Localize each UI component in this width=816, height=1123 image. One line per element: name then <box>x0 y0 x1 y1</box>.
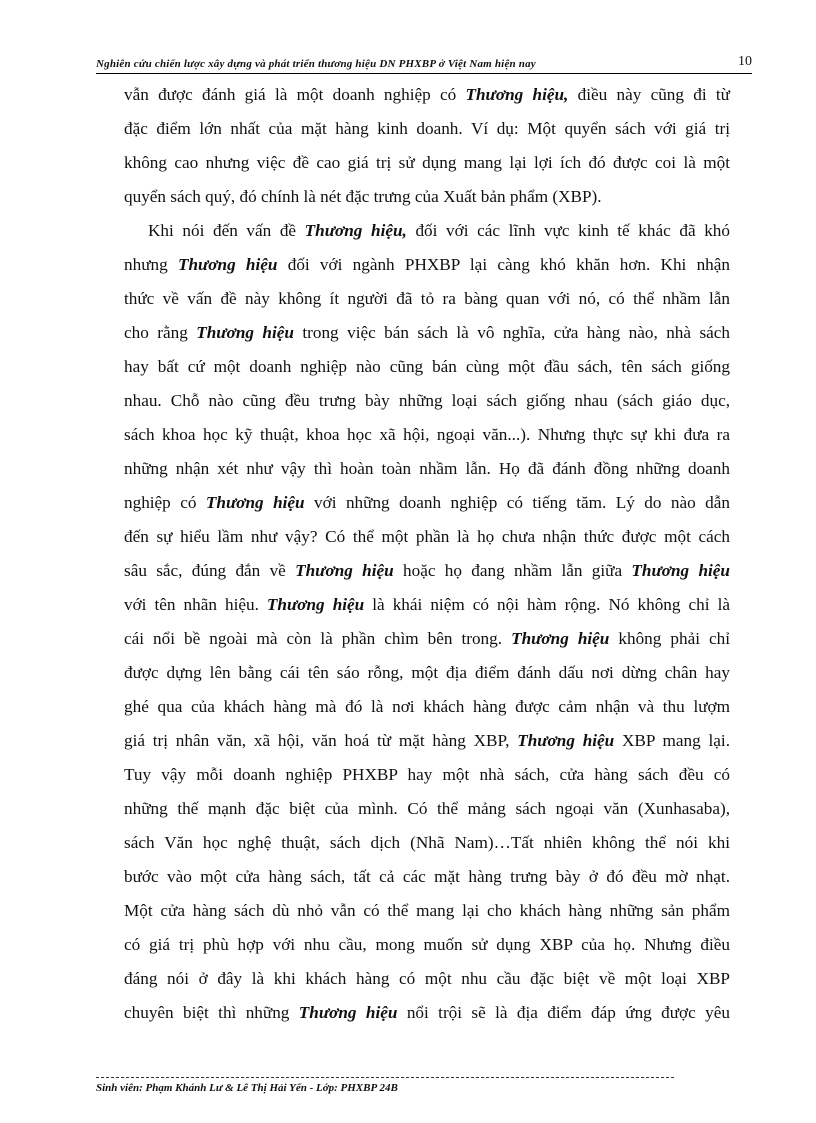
emphasis-term: Thương hiệu <box>177 255 278 274</box>
text-run: những thế mạnh đặc biệt của mình. Có thể mảng sách ngoại văn (Xunhasaba), <box>124 799 730 818</box>
text-line <box>124 282 730 316</box>
header-title: Nghiên cứu chiến lược xây dựng và phát triển thương hiệu DN PHXBP ở Việt Nam hiện nay <box>96 58 536 70</box>
text-run: được dựng lên bằng cái tên sáo rỗng, một địa điểm đánh dấu nơi dừng chân hay <box>124 663 730 682</box>
text-run: là khái niệm có nội hàm rộng. Nó không chỉ là <box>364 595 730 614</box>
text-line <box>124 622 730 656</box>
text-run: đáng nói ở đây là khi khách hàng có một nhu cầu đặc biệt về một loại XBP <box>124 969 730 988</box>
text-line <box>124 758 730 792</box>
emphasis-term: Thương hiệu <box>511 629 610 648</box>
text-line <box>124 180 730 214</box>
text-line <box>124 350 730 384</box>
text-run: giá trị nhân văn, xã hội, văn hoá từ mặt hàng XBP, <box>124 731 518 750</box>
text-line <box>124 860 730 894</box>
text-run: ghé qua của khách hàng mà đó là nơi khách hàng được cảm nhận và thu lượm <box>124 697 730 716</box>
text-line <box>124 690 730 724</box>
text-run: hay bất cứ một doanh nghiệp nào cũng bán cùng một đầu sách, tên sách giống <box>124 357 730 376</box>
text-run: hoặc họ đang nhầm lẫn giữa <box>393 561 632 580</box>
text-line <box>124 520 730 554</box>
body-text <box>124 78 730 1030</box>
header-rule <box>96 73 752 74</box>
text-run: bước vào một cửa hàng sách, tất cả các mặt hàng trưng bày ở đó đều mờ nhạt. <box>124 867 730 886</box>
emphasis-term: Thương hiệu <box>517 731 615 750</box>
emphasis-term: Thương hiệu <box>298 1003 398 1022</box>
footer-text: Sinh viên: Phạm Khánh Lư & Lê Thị Hải Yến - Lớp: PHXBP 24B <box>96 1082 398 1094</box>
text-line <box>124 146 730 180</box>
text-line <box>124 78 730 112</box>
text-run: sách khoa học kỹ thuật, khoa học xã hội, ngoại văn...). Nhưng thực sự khi đưa ra <box>124 425 730 444</box>
text-line <box>124 316 730 350</box>
text-run: Một cửa hàng sách dù nhỏ vẫn có thể mang lại cho khách hàng những sản phẩm <box>124 901 730 920</box>
text-line <box>124 418 730 452</box>
text-run: Khi nói đến vấn đề <box>148 221 305 240</box>
text-run: sâu sắc, đúng đắn về <box>124 561 296 580</box>
text-line <box>124 214 730 248</box>
text-run: cái nổi bề ngoài mà còn là phần chìm bên trong. <box>124 629 512 648</box>
text-run: nghiệp có <box>124 493 206 512</box>
text-run: đối với các lĩnh vực kinh tế khác đã khó <box>406 221 730 240</box>
text-run: đặc điểm lớn nhất của mặt hàng kinh doanh. Ví dụ: Một quyển sách với giá trị <box>124 119 730 138</box>
text-run: không cao nhưng việc đề cao giá trị sử dụng mang lại lợi ích đó được coi là một <box>124 153 730 172</box>
text-run: nhưng <box>124 255 178 274</box>
text-run: những nhận xét như vậy thì hoàn toàn nhầm lẫn. Họ đã đánh đồng những doanh <box>124 459 730 478</box>
text-run: cho rằng <box>124 323 197 342</box>
text-run: đến sự hiểu lầm như vậy? Có thể một phần là họ chưa nhận thức được một cách <box>124 527 730 546</box>
text-line <box>124 894 730 928</box>
text-line <box>124 486 730 520</box>
text-run: trong việc bán sách là vô nghĩa, cửa hàng nào, nhà sách <box>293 323 730 342</box>
emphasis-term: Thương hiệu <box>266 595 365 614</box>
text-run: với những doanh nghiệp có tiếng tăm. Lý do nào dẫn <box>304 493 730 512</box>
text-run: vẫn được đánh giá là một doanh nghiệp có <box>124 85 466 104</box>
emphasis-term: Thương hiệu <box>196 323 294 342</box>
text-line <box>124 792 730 826</box>
text-line <box>124 826 730 860</box>
text-line <box>124 588 730 622</box>
text-run: quyển sách quý, đó chính là nét đặc trưng của Xuất bản phẩm (XBP). <box>124 187 602 206</box>
text-line <box>124 928 730 962</box>
text-run: với tên nhãn hiệu. <box>124 595 267 614</box>
text-run: Tuy vậy mỗi doanh nghiệp PHXBP hay một nhà sách, cửa hàng sách đều có <box>124 765 730 784</box>
text-run: đối với ngành PHXBP lại càng khó khăn hơn. Khi nhận <box>277 255 730 274</box>
text-run: nhau. Chỗ nào cũng đều trưng bày những loại sách giống nhau (sách giáo dục, <box>124 391 730 410</box>
emphasis-term: Thương hiệu, <box>304 221 407 240</box>
text-line <box>124 656 730 690</box>
emphasis-term: Thương hiệu <box>295 561 394 580</box>
text-line <box>124 724 730 758</box>
text-run: XBP mang lại. <box>614 731 730 750</box>
emphasis-term: Thương hiệu <box>205 493 305 512</box>
text-line <box>124 962 730 996</box>
page-header <box>96 54 752 76</box>
text-line <box>124 384 730 418</box>
text-run: có giá trị phù hợp với nhu cầu, mong muốn sử dụng XBP của họ. Nhưng điều <box>124 935 730 954</box>
text-line <box>124 554 730 588</box>
text-line <box>124 248 730 282</box>
text-line <box>124 996 730 1030</box>
text-run: sách Văn học nghệ thuật, sách dịch (Nhã Nam)…Tất nhiên không thể nói khi <box>124 833 730 852</box>
text-run: không phải chỉ <box>609 629 730 648</box>
text-run: chuyên biệt thì những <box>124 1003 299 1022</box>
text-line <box>124 112 730 146</box>
emphasis-term: Thương hiệu, <box>465 85 569 104</box>
text-run: nổi trội sẽ là địa điểm đáp ứng được yêu <box>397 1003 730 1022</box>
footer-rule <box>96 1077 674 1078</box>
page-number: 10 <box>738 54 752 69</box>
text-run: điều này cũng đi từ <box>568 85 730 104</box>
emphasis-term: Thương hiệu <box>631 561 730 580</box>
text-run: thức về vấn đề này không ít người đã tỏ ra bàng quan với nó, có thể nhầm lẫn <box>124 289 730 308</box>
text-line <box>124 452 730 486</box>
